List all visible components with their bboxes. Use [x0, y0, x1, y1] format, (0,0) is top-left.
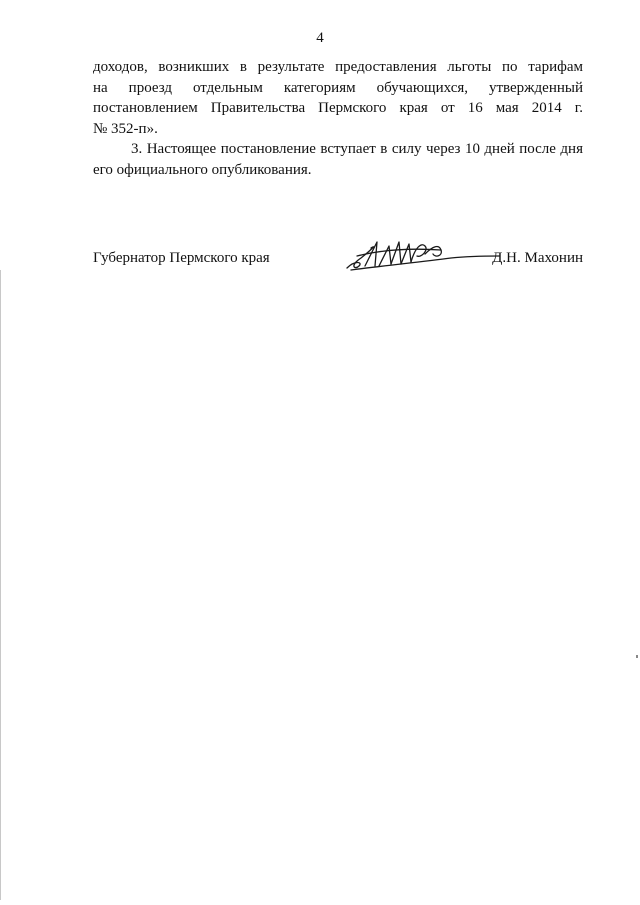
page-number: 4: [316, 30, 324, 46]
signer-title: Губернатор Пермского края: [93, 250, 270, 266]
text-line: на проезд отдельным категориям обучающихся, утвержденный: [93, 79, 583, 96]
signer-name: Д.Н. Махонин: [492, 250, 583, 266]
document-body: [93, 57, 583, 180]
paragraph-3: 3. Настоящее постановление вступает в силу через 10 дней после дня его официального опубликования.: [93, 141, 583, 178]
scan-edge-divider: [0, 270, 1, 900]
text-line: доходов, возникших в результате предоставления льготы по тарифам: [93, 59, 583, 75]
text-line: постановлением Правительства Пермского края от 16 мая 2014 г.: [93, 100, 583, 116]
signature-icon: [341, 236, 501, 276]
paragraph-continuation: [93, 57, 583, 139]
scan-edge-mark: [636, 655, 638, 658]
signature-block: [93, 250, 583, 274]
text-line: № 352-п».: [93, 120, 158, 137]
